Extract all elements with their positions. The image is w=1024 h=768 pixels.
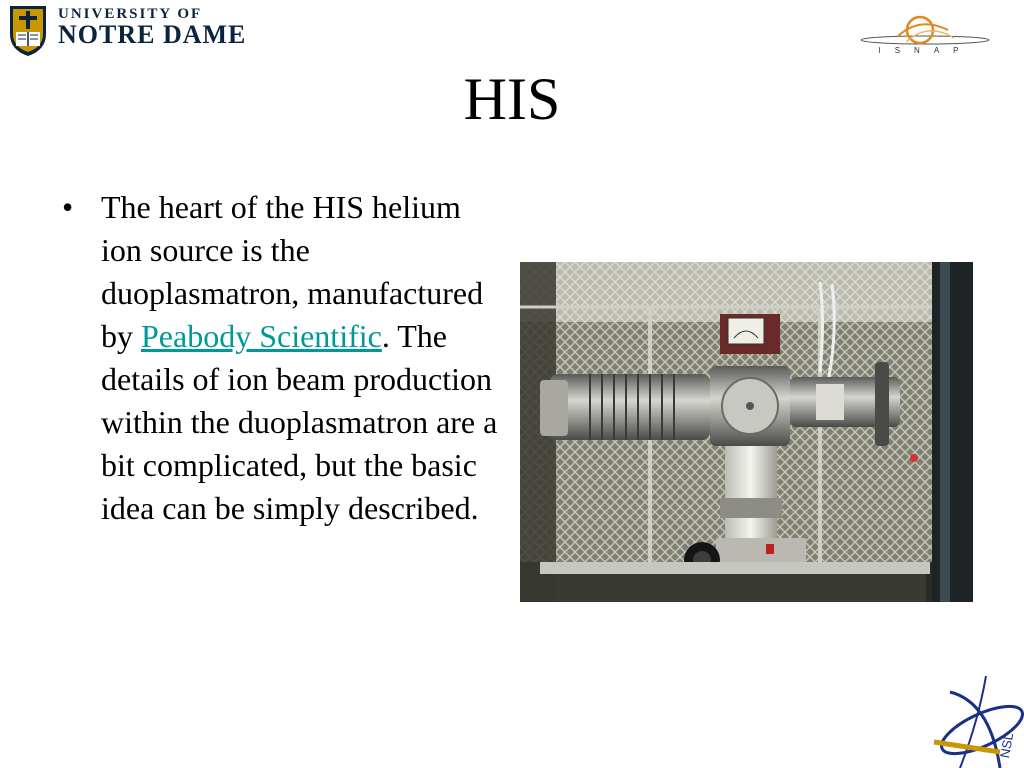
paragraph-part-2: . The details of ion beam production within the duoplasmatron are a bit complicated, but the basic idea can be simply described.: [101, 318, 498, 526]
isnap-logo: [858, 10, 993, 60]
isnap-label: ISNAP: [878, 46, 973, 55]
bullet-marker: •: [62, 189, 74, 225]
paragraph-part-1: The heart of the HIS helium ion source is the duoplasmatron, manufactured by: [101, 189, 484, 354]
nsl-logo: [930, 672, 1024, 768]
bullet-item: [62, 186, 502, 530]
notre-dame-logo: [8, 4, 247, 60]
peabody-scientific-link[interactable]: Peabody Scientific: [141, 318, 382, 354]
nsl-atom-icon: [930, 672, 1024, 768]
notre-dame-label: NOTRE DAME: [58, 20, 247, 49]
slide-title: HIS: [463, 66, 561, 132]
notre-dame-shield-icon: [8, 4, 48, 58]
bullet-paragraph: [101, 186, 502, 530]
duoplasmatron-photo: [520, 262, 973, 602]
nsl-label: NSL: [997, 731, 1017, 760]
university-label: UNIVERSITY OF: [58, 6, 203, 22]
